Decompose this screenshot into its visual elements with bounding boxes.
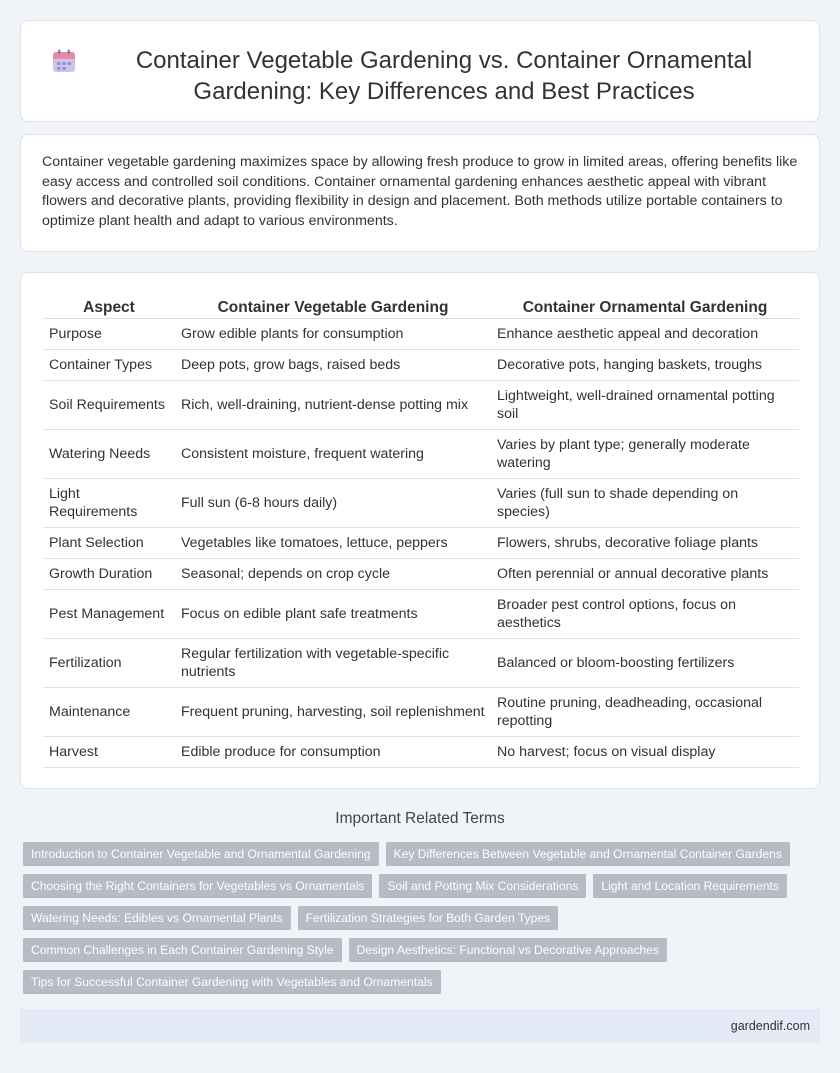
cell-ornamental: Flowers, shrubs, decorative foliage plants (491, 527, 799, 558)
intro-card (20, 134, 820, 252)
related-terms-list (23, 842, 813, 1002)
comparison-table (43, 296, 799, 768)
table-row (43, 527, 799, 558)
cell-ornamental: Balanced or bloom-boosting fertilizers (491, 638, 799, 687)
cell-vegetable: Grow edible plants for consumption (175, 318, 491, 349)
related-term-tag[interactable]: Design Aesthetics: Functional vs Decorative Approaches (349, 938, 668, 962)
cell-ornamental: Varies (full sun to shade depending on species) (491, 478, 799, 527)
table-row (43, 380, 799, 429)
related-term-tag[interactable]: Tips for Successful Container Gardening with Vegetables and Ornamentals (23, 970, 441, 994)
title-card (20, 20, 820, 122)
cell-ornamental: Decorative pots, hanging baskets, troughs (491, 349, 799, 380)
cell-vegetable: Deep pots, grow bags, raised beds (175, 349, 491, 380)
cell-vegetable: Consistent moisture, frequent watering (175, 429, 491, 478)
related-terms-heading: Important Related Terms (335, 810, 505, 827)
cell-ornamental: Routine pruning, deadheading, occasional repotting (491, 687, 799, 736)
table-row (43, 638, 799, 687)
cell-vegetable: Edible produce for consumption (175, 736, 491, 767)
footer (20, 1009, 820, 1043)
cell-aspect: Purpose (43, 318, 175, 349)
related-term-tag[interactable]: Key Differences Between Vegetable and Ornamental Container Gardens (386, 842, 790, 866)
header-aspect: Aspect (43, 296, 175, 318)
cell-vegetable: Vegetables like tomatoes, lettuce, peppers (175, 527, 491, 558)
cell-aspect: Pest Management (43, 589, 175, 638)
cell-aspect: Maintenance (43, 687, 175, 736)
table-row (43, 429, 799, 478)
footer-site-link[interactable]: gardendif.com (730, 1019, 810, 1033)
related-term-tag[interactable]: Watering Needs: Edibles vs Ornamental Plants (23, 906, 291, 930)
related-term-tag[interactable]: Introduction to Container Vegetable and Ornamental Gardening (23, 842, 379, 866)
intro-paragraph: Container vegetable gardening maximizes space by allowing fresh produce to grow in limited areas, offering benefits like easy access and controlled soil conditions. Container ornamental gardening enhances aesthetic appeal with vibrant flowers and decorative plants, providing flexibility in design and placement. Both methods utilize portable containers to optimize plant health and adapt to various environments. (42, 154, 798, 229)
related-term-tag[interactable]: Soil and Potting Mix Considerations (379, 874, 586, 898)
header-ornamental: Container Ornamental Gardening (491, 296, 799, 318)
related-term-tag[interactable]: Choosing the Right Containers for Vegetables vs Ornamentals (23, 874, 372, 898)
related-term-tag[interactable]: Light and Location Requirements (593, 874, 787, 898)
cell-ornamental: Broader pest control options, focus on aesthetics (491, 589, 799, 638)
cell-aspect: Harvest (43, 736, 175, 767)
cell-vegetable: Regular fertilization with vegetable-specific nutrients (175, 638, 491, 687)
related-term-tag[interactable]: Fertilization Strategies for Both Garden Types (298, 906, 558, 930)
cell-ornamental: Enhance aesthetic appeal and decoration (491, 318, 799, 349)
cell-vegetable: Rich, well-draining, nutrient-dense potting mix (175, 380, 491, 429)
cell-ornamental: No harvest; focus on visual display (491, 736, 799, 767)
table-row (43, 349, 799, 380)
cell-aspect: Light Requirements (43, 478, 175, 527)
cell-aspect: Soil Requirements (43, 380, 175, 429)
cell-ornamental: Lightweight, well-drained ornamental potting soil (491, 380, 799, 429)
related-term-tag[interactable]: Common Challenges in Each Container Gardening Style (23, 938, 342, 962)
table-row (43, 736, 799, 767)
table-header-row (43, 296, 799, 318)
cell-vegetable: Seasonal; depends on crop cycle (175, 558, 491, 589)
table-row (43, 478, 799, 527)
cell-aspect: Container Types (43, 349, 175, 380)
table-row (43, 318, 799, 349)
cell-ornamental: Varies by plant type; generally moderate watering (491, 429, 799, 478)
calendar-icon (51, 48, 77, 74)
cell-aspect: Plant Selection (43, 527, 175, 558)
cell-vegetable: Full sun (6-8 hours daily) (175, 478, 491, 527)
table-row (43, 589, 799, 638)
page-title: Container Vegetable Gardening vs. Container Ornamental Gardening: Key Differences and Best Practices (135, 47, 753, 105)
cell-aspect: Watering Needs (43, 429, 175, 478)
cell-aspect: Growth Duration (43, 558, 175, 589)
table-row (43, 558, 799, 589)
cell-vegetable: Focus on edible plant safe treatments (175, 589, 491, 638)
cell-aspect: Fertilization (43, 638, 175, 687)
header-vegetable: Container Vegetable Gardening (175, 296, 491, 318)
comparison-card (20, 272, 820, 789)
cell-ornamental: Often perennial or annual decorative plants (491, 558, 799, 589)
cell-vegetable: Frequent pruning, harvesting, soil replenishment (175, 687, 491, 736)
table-row (43, 687, 799, 736)
